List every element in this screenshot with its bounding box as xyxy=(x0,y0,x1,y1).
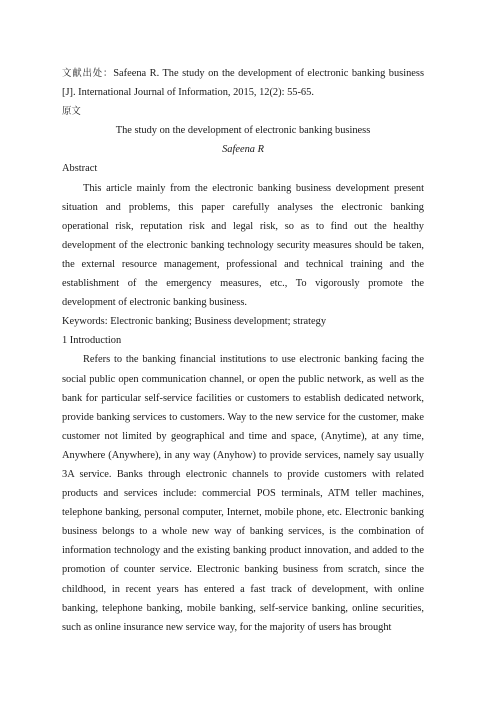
abstract-heading: Abstract xyxy=(62,163,98,175)
introduction-paragraph: Refers to the banking financial institutions to use electronic banking facing the social public open communication channel, or open the public network, as well as the bank for particular self-service facilities or customers to establish dedicated network, provide banking services to customers. Way to the new service for the customer, make customer not limited by geographical and time and space, (Anytime), at any time, Anywhere (Anywhere), in any way (Anyhow) to provide services, namely say usually 3A service. Banks through electronic channels to provide customers with related products and services include: commercial POS terminals, ATM teller machines, telephone banking, personal computer, Internet, mobile phone, etc. Electronic banking business belongs to a whole new way of banking services, is the combination of information technology and the existing banking product innovation, and added to the promotion of counter service. Electronic banking business from scratch, since the childhood, in recent years has entered a fast track of development, with online banking, telephone banking, mobile banking, self-service banking, online securities, such as online insurance new service way, for the majority of users has brought xyxy=(62,354,424,633)
original-text-label: 原文 xyxy=(62,106,81,118)
section-heading: 1 Introduction xyxy=(62,335,122,347)
citation-text: Safeena R. The study on the development of electronic banking business [J]. International Journal of Information, 2015, 12(2): 55-65. xyxy=(62,68,424,99)
abstract-paragraph: This article mainly from the electronic banking business development present situation and problems, this paper carefully analyses the electronic banking operational risk, reputation risk and legal risk, so as to find out the healthy development of the electronic banking technology security measures should be taken, the external resource management, professional and technical training and the establishment of the emergency measures, etc., To vigorously promote the development of electronic banking business. xyxy=(62,182,424,309)
article-title: The study on the development of electronic banking business xyxy=(115,125,371,137)
source-label: 文献出处： xyxy=(62,68,114,79)
source-citation xyxy=(62,64,424,102)
keywords-line: Keywords: Electronic banking; Business development; strategy xyxy=(62,316,327,328)
article-author: Safeena R xyxy=(222,144,264,156)
